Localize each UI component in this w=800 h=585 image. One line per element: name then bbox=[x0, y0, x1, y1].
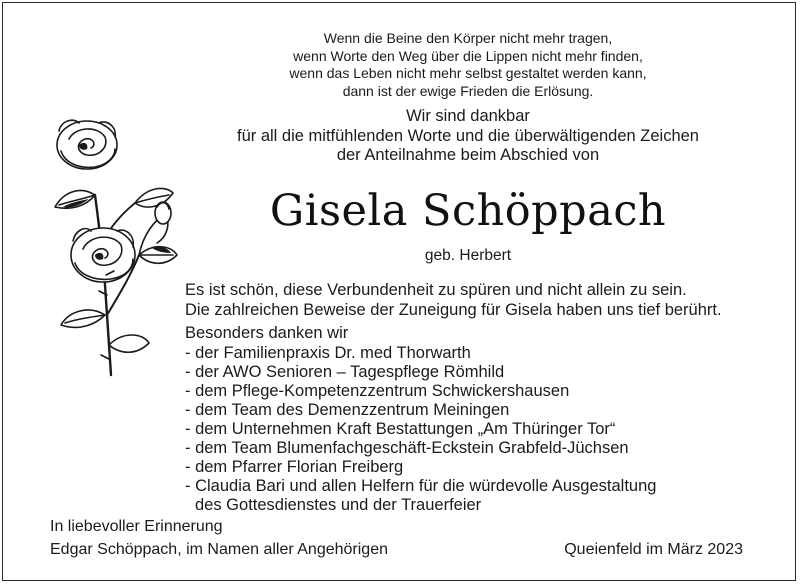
poem-line: Wenn die Beine den Körper nicht mehr tragen, bbox=[323, 30, 613, 46]
list-item: - dem Pflege-Kompetenzzentrum Schwickershausen bbox=[185, 382, 570, 400]
special-thanks-heading: Besonders danken wir bbox=[185, 324, 349, 342]
thanks-line: für all die mitfühlenden Worte und die überwältigenden Zeichen bbox=[237, 126, 699, 145]
memory-line: In liebevoller Erinnerung bbox=[50, 518, 223, 535]
list-item: - der Familienpraxis Dr. med Thorwarth bbox=[185, 344, 471, 362]
rose-illustration-icon bbox=[39, 115, 189, 377]
list-item: - dem Pfarrer Florian Freiberg bbox=[185, 458, 404, 476]
thanks-block bbox=[203, 107, 733, 166]
poem-line: dann ist der ewige Frieden die Erlösung. bbox=[342, 82, 594, 99]
poem-line: wenn Worte den Weg über die Lippen nicht mehr finden, bbox=[293, 47, 643, 64]
signer-line: Edgar Schöppach, im Namen aller Angehörigen bbox=[50, 541, 388, 558]
deceased-name: Gisela Schöppach bbox=[269, 186, 667, 236]
intro-line: Die zahlreichen Beweise der Zuneigung für Gisela haben uns tief berührt. bbox=[185, 300, 722, 319]
special-thanks-list bbox=[185, 344, 785, 515]
list-item: - Claudia Bari und allen Helfern für die würdevolle Ausgestaltung bbox=[185, 477, 657, 495]
maiden-name: geb. Herbert bbox=[424, 247, 512, 264]
list-item: - dem Team des Demenzzentrum Meiningen bbox=[185, 401, 510, 419]
list-item-continuation: des Gottesdienstes und der Trauerfeier bbox=[195, 496, 482, 514]
list-item: - der AWO Senioren – Tagespflege Römhild bbox=[185, 363, 505, 381]
thanks-line: Wir sind dankbar bbox=[406, 107, 530, 125]
thanks-line: der Anteilnahme beim Abschied von bbox=[336, 146, 600, 164]
intro-text bbox=[185, 281, 785, 320]
intro-line: Es ist schön, diese Verbundenheit zu spüren und nicht allein zu sein. bbox=[185, 281, 687, 299]
list-item: - dem Team Blumenfachgeschäft-Eckstein Grabfeld-Jüchsen bbox=[185, 439, 629, 457]
place-date: Queienfeld im März 2023 bbox=[564, 541, 743, 558]
list-item: - dem Unternehmen Kraft Bestattungen „Am Thüringer Tor“ bbox=[185, 420, 616, 438]
poem-verse bbox=[233, 30, 703, 100]
poem-line: wenn das Leben nicht mehr selbst gestaltet werden kann, bbox=[289, 65, 647, 81]
obituary-notice bbox=[2, 2, 796, 581]
